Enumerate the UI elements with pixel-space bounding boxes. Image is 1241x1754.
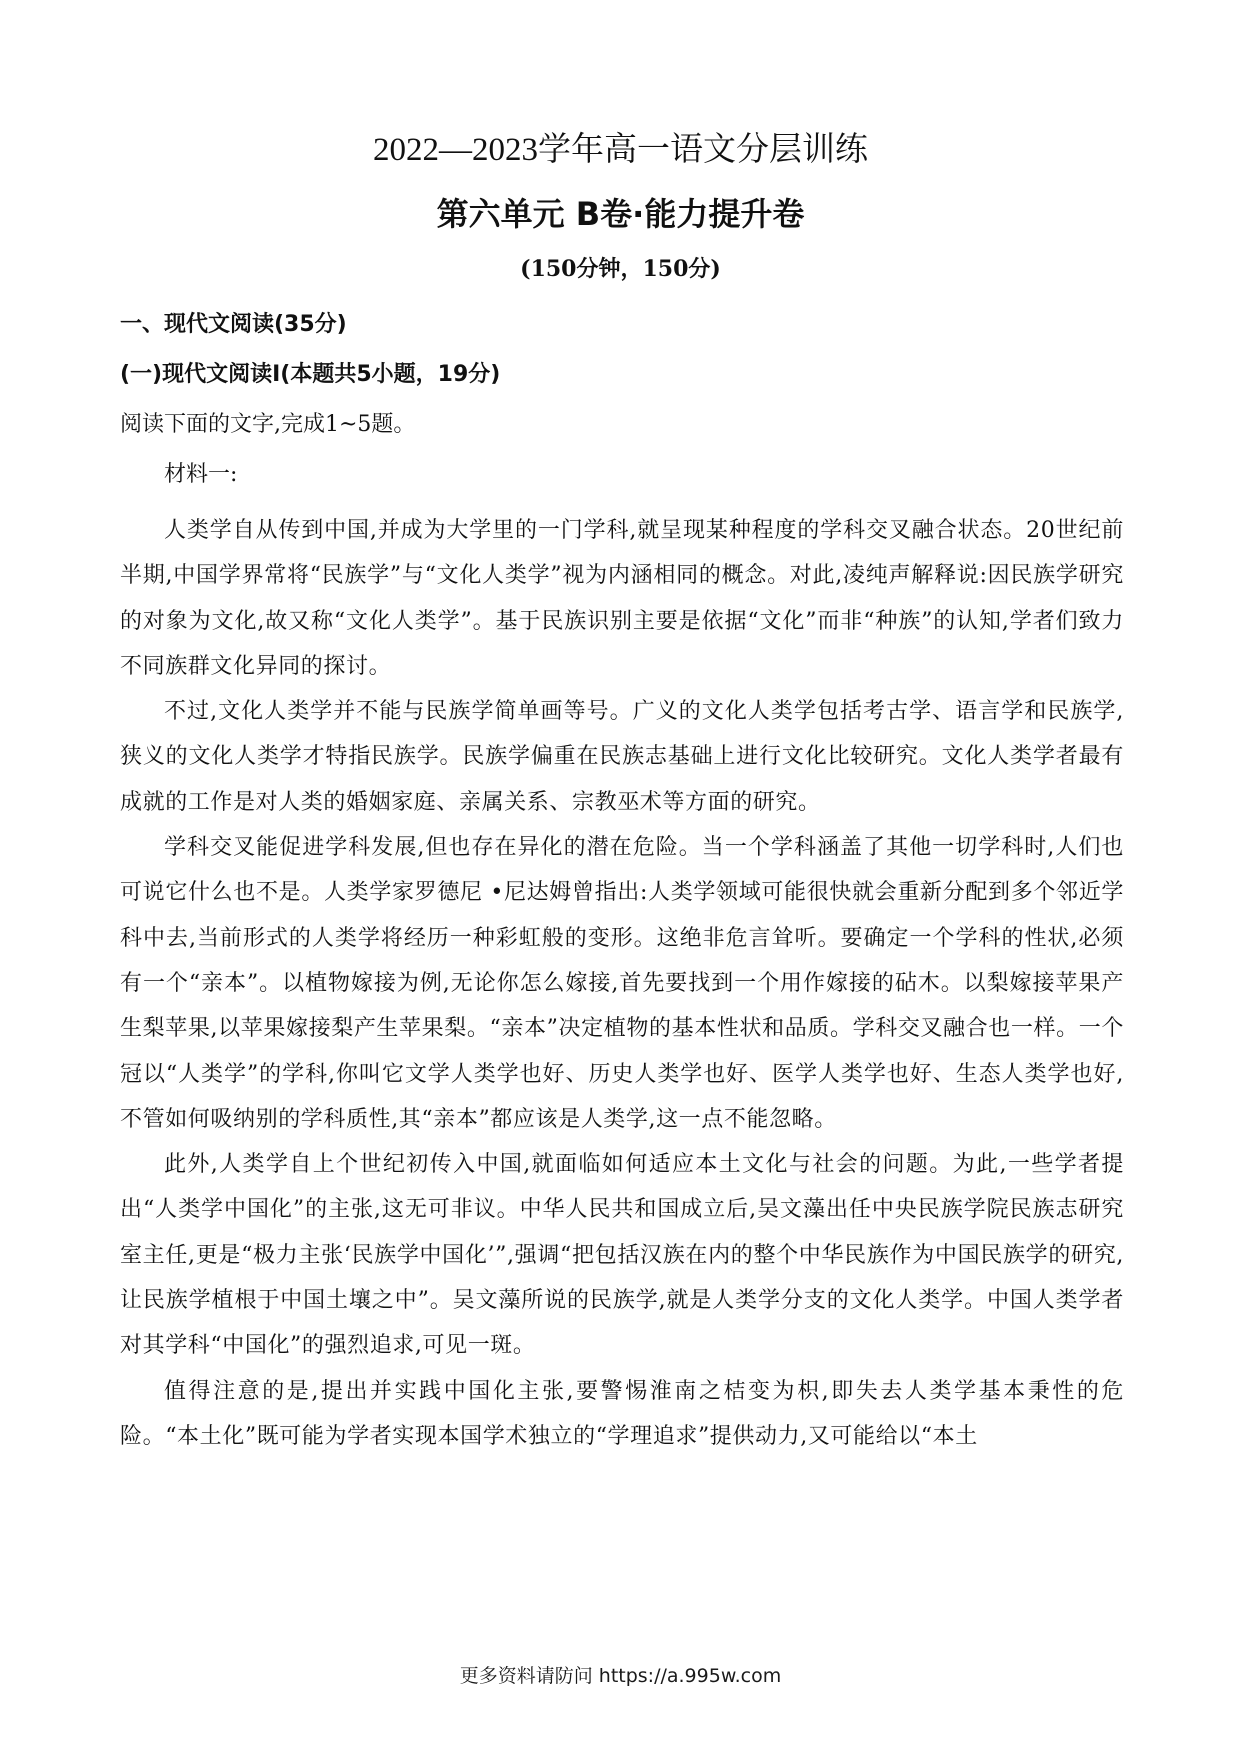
passage-paragraph: 学科交叉能促进学科发展,但也存在异化的潜在危险。当一个学科涵盖了其他一切学科时,人们也可说它什么也不是。人类学家罗德尼 •尼达姆曾指出:人类学领域可能很快就会重新分配到多个邻近学科中去,当前形式的人类学将经历一种彩虹般的变形。这绝非危言耸听。要确定一个学科的性状,必须有一个“亲本”。以植物嫁接为例,无论你怎么嫁接,首先要找到一个用作嫁接的砧木。以梨嫁接苹果产生梨苹果,以苹果嫁接梨产生苹果梨。“亲本”决定植物的基本性状和品质。学科交叉融合也一样。一个冠以“人类学”的学科,你叫它文学人类学也好、历史人类学也好、医学人类学也好、生态人类学也好,不管如何吸纳别的学科质性,其“亲本”都应该是人类学,这一点不能忽略。 [120, 835, 1124, 1132]
passage-paragraph: 值得注意的是,提出并实践中国化主张,要警惕淮南之桔变为枳,即失去人类学基本秉性的危险。“本土化”既可能为学者实现本国学术独立的“学理追求”提供动力,又可能给以“本土 [120, 1378, 1124, 1449]
passage-paragraph: 此外,人类学自上个世纪初传入中国,就面临如何适应本土文化与社会的问题。为此,一些学者提出“人类学中国化”的主张,这无可非议。中华人民共和国成立后,吴文藻出任中央民族学院民族志研究室主任,更是“极力主张‘民族学中国化’”,强调“把包括汉族在内的整个中华民族作为中国民族学的研究,让民族学植根于中国土壤之中”。吴文藻所说的民族学,就是人类学分支的文化人类学。中国人类学者对其学科“中国化”的强烈追求,可见一斑。 [120, 1152, 1124, 1359]
passage-paragraph: 人类学自从传到中国,并成为大学里的一门学科,就呈现某种程度的学科交叉融合状态。20世纪前半期,中国学界常将“民族学”与“文化人类学”视为内涵相同的概念。对此,凌纯声解释说:因民族学研究的对象为文化,故又称“文化人类学”。基于民族识别主要是依据“文化”而非“种族”的认知,学者们致力不同族群文化异同的探讨。 [120, 518, 1124, 679]
material-label: 材料一: [164, 462, 238, 487]
document-title: 2022—2023学年高一语文分层训练 [373, 132, 868, 168]
section-heading: 一、现代文阅读(35分) [120, 312, 347, 337]
reading-instruction: 阅读下面的文字,完成1~5题。 [120, 412, 416, 437]
passage-body [120, 508, 1124, 1459]
subsection-heading: (一)现代文阅读Ⅰ(本题共5小题，19分) [120, 362, 501, 387]
document-subtitle: 第六单元 B卷·能力提升卷 [436, 195, 805, 233]
passage-paragraph: 不过,文化人类学并不能与民族学简单画等号。广义的文化人类学包括考古学、语言学和民族学,狭义的文化人类学才特指民族学。民族学偏重在民族志基础上进行文化比较研究。文化人类学者最有成就的工作是对人类的婚姻家庭、亲属关系、宗教巫术等方面的研究。 [120, 699, 1124, 815]
time-score-note: (150分钟，150分) [520, 256, 721, 282]
footer-link-text[interactable]: 更多资料请防问 https://a.995w.com [459, 1665, 782, 1687]
